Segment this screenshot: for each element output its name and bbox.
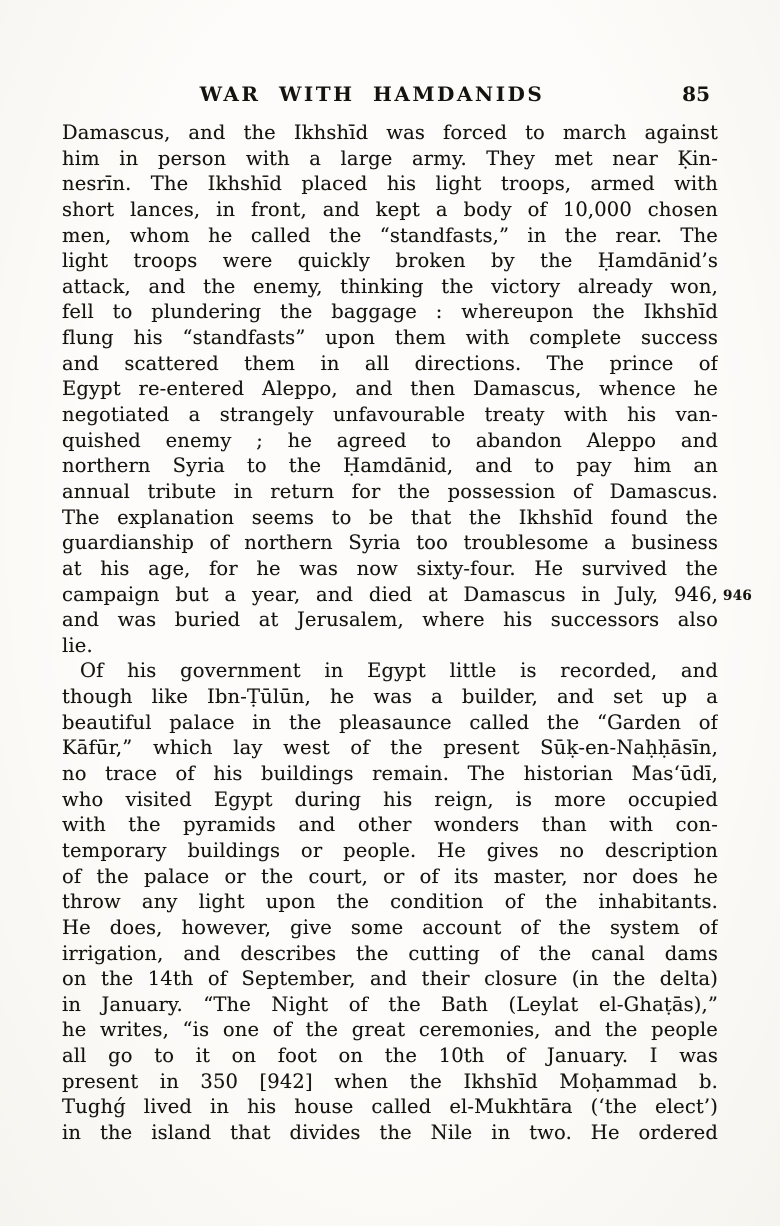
- text-line: Damascus, and the Ikhshīd was forced to march against: [62, 121, 718, 144]
- text-line: He does, however, give some account of the system of: [62, 915, 718, 939]
- text-line: fell to plundering the baggage : whereupon the Ikhshīd: [62, 300, 718, 324]
- text-line: Tughǵ lived in his house called el-Mukhtāra (‘the elect’): [62, 1095, 718, 1119]
- text-line: him in person with a large army. They met near Ḳin-: [62, 146, 718, 170]
- text-line: temporary buildings or people. He gives no description: [62, 838, 718, 862]
- text-line: of the palace or the court, or of its master, nor does he: [62, 864, 718, 888]
- text-line: attack, and the enemy, thinking the victory already won,: [62, 274, 718, 298]
- text-line: flung his “standfasts” upon them with complete success: [62, 326, 718, 350]
- text-line: who visited Egypt during his reign, is more occupied: [62, 787, 718, 811]
- text-line: beautiful palace in the pleasaunce called the “Garden of: [62, 710, 718, 734]
- text-line: light troops were quickly broken by the Ḥamdānid’s: [62, 249, 718, 273]
- margin-year-note: 946: [723, 588, 753, 604]
- text-line: annual tribute in return for the possession of Damascus.: [62, 479, 718, 503]
- text-line: with the pyramids and other wonders than with con-: [62, 813, 718, 837]
- text-line: in January. “The Night of the Bath (Leylat el-Ghaṭās),”: [62, 992, 718, 1016]
- running-header: [62, 82, 718, 108]
- text-line: northern Syria to the Ḥamdānid, and to pay him an: [62, 454, 718, 478]
- text-line: at his age, for he was now sixty-four. He survived the: [62, 556, 718, 580]
- text-line: campaign but a year, and died at Damascus in July, 946,: [62, 582, 718, 606]
- body-text: [62, 120, 718, 1146]
- text-line: throw any light upon the condition of the inhabitants.: [62, 890, 718, 914]
- text-line: all go to it on foot on the 10th of January. I was: [62, 1044, 718, 1068]
- text-line: short lances, in front, and kept a body of 10,000 chosen: [62, 197, 718, 221]
- text-line: on the 14th of September, and their closure (in the delta): [62, 967, 718, 991]
- page-title: WAR WITH HAMDANIDS: [199, 82, 545, 106]
- text-line: he writes, “is one of the great ceremonies, and the people: [62, 1018, 718, 1042]
- text-line: in the island that divides the Nile in two. He ordered: [62, 1120, 718, 1144]
- text-line: The explanation seems to be that the Ikhshīd found the: [62, 505, 718, 529]
- paragraph: [62, 658, 718, 1145]
- text-line: Egypt re-entered Aleppo, and then Damascus, whence he: [62, 377, 718, 401]
- text-line: men, whom he called the “standfasts,” in the rear. The: [62, 223, 718, 247]
- text-line: no trace of his buildings remain. The historian Mas‘ūdī,: [62, 762, 718, 786]
- text-line: negotiated a strangely unfavourable treaty with his van-: [62, 403, 718, 427]
- text-line: Kāfūr,” which lay west of the present Sūḳ-en-Naḥḥāsīn,: [62, 736, 718, 760]
- text-line: lie.: [62, 633, 93, 657]
- text-line: irrigation, and describes the cutting of the canal dams: [62, 941, 718, 965]
- text-line: nesrīn. The Ikhshīd placed his light troops, armed with: [62, 172, 718, 196]
- text-line: present in 350 [942] when the Ikhshīd Moḥammad b.: [62, 1069, 718, 1093]
- paragraph: [62, 120, 718, 658]
- page-number: 85: [682, 82, 710, 106]
- text-line: and scattered them in all directions. The prince of: [62, 351, 718, 375]
- text-line: quished enemy ; he agreed to abandon Aleppo and: [62, 428, 718, 452]
- text-line: though like Ibn-Ṭūlūn, he was a builder, and set up a: [62, 685, 718, 709]
- text-line: and was buried at Jerusalem, where his successors also: [62, 608, 718, 632]
- text-line: guardianship of northern Syria too troublesome a business: [62, 531, 718, 555]
- text-line: Of his government in Egypt little is recorded, and: [80, 659, 718, 683]
